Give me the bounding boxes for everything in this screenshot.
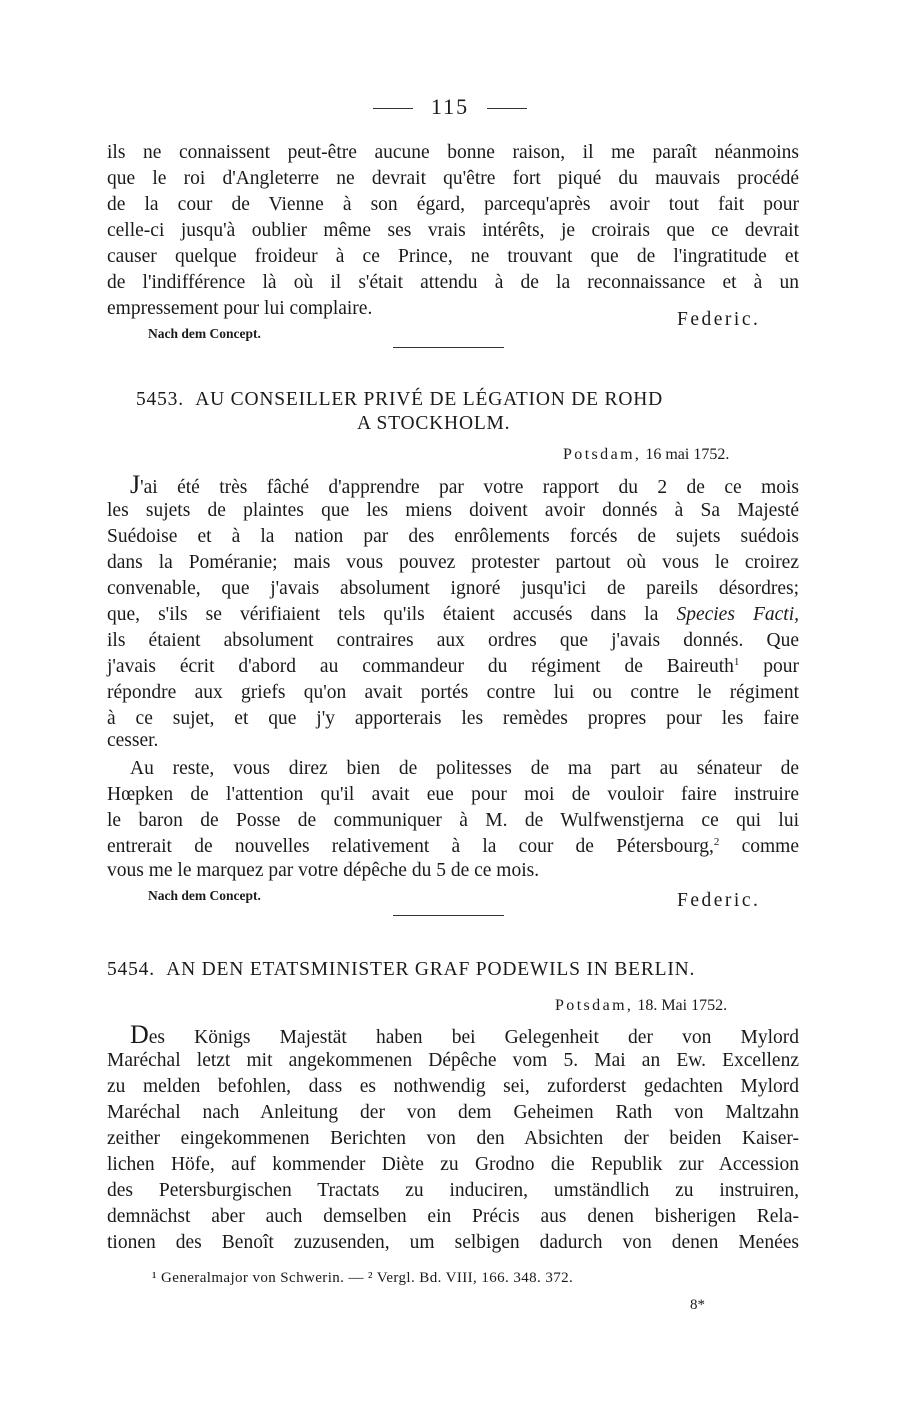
letter-number: 5454. <box>107 959 155 980</box>
text-span: j'avais écrit d'abord au commandeur du régiment de Baireuth <box>107 656 734 677</box>
text-line: convenable, que j'avais absolument ignoré jusqu'ici de pareils désordres; <box>107 578 799 599</box>
text-line: ils étaient absolument contraires aux ordres que j'avais donnés. Que <box>107 630 799 651</box>
text-line <box>107 654 799 680</box>
signature: Federic. <box>677 309 761 330</box>
text-line: celle-ci jusqu'à oublier même ses vrais intérêts, je croirais que ce devrait <box>107 220 799 241</box>
letter-title-line2: A STOCKHOLM. <box>357 413 511 434</box>
signature-mark: 8* <box>690 1297 705 1313</box>
text-line: causer quelque froideur à ce Prince, ne trouvant que de l'ingratitude et <box>107 246 799 267</box>
text-span: entrerait de nouvelles relativement à la cour de Pétersbourg, <box>107 836 714 857</box>
date: 18. Mai 1752. <box>637 997 728 1014</box>
source-note: Nach dem Concept. <box>148 326 261 341</box>
signature: Federic. <box>677 890 761 911</box>
letter-heading <box>136 389 663 411</box>
letter-title: AN DEN ETATSMINISTER GRAF PODEWILS IN BERLIN. <box>166 959 696 980</box>
text-line: de la cour de Vienne à son égard, parcequ'après avoir tout fait pour <box>107 194 799 215</box>
footnotes: ¹ Generalmajor von Schwerin. — ² Vergl. Bd. VIII, 166. 348. 372. <box>152 1270 574 1286</box>
place: Potsdam, <box>555 997 634 1014</box>
text-line: demnächst aber auch demselben ein Précis aus denen bisherigen Rela- <box>107 1206 799 1227</box>
text-line <box>107 834 799 860</box>
text-line: vous me le marquez par votre dépêche du 5 de ce mois. <box>107 860 540 881</box>
text-line: dans la Poméranie; mais vous pouvez protester partout où vous le croirez <box>107 552 799 573</box>
footnote-ref: 1 <box>733 656 740 668</box>
drop-initial: J <box>130 470 141 499</box>
page-number: 115 <box>430 94 470 119</box>
text-span: comme <box>719 836 800 857</box>
footnote-ref: 2 <box>713 836 720 848</box>
header-dash-right <box>487 108 527 109</box>
text-line: Maréchal nach Anleitung der von dem Geheimen Rath von Maltzahn <box>107 1102 799 1123</box>
text-line: Au reste, vous direz bien de politesses de ma part au sénateur de <box>130 758 799 779</box>
text-line: de l'indifférence là où il s'était attendu à de la reconnaissance et à un <box>107 272 799 293</box>
text-line: à ce sujet, et que j'y apporterais les remèdes propres pour les faire <box>107 708 799 729</box>
text-line: ils ne connaissent peut-être aucune bonne raison, il me paraît néanmoins <box>107 142 799 163</box>
section-divider <box>393 347 504 348</box>
text-span: que, s'ils se vérifiaient tels qu'ils étaient accusés dans la <box>107 604 659 625</box>
text-span: es Königs Majestät haben bei Gelegenheit der von Mylord <box>148 1027 799 1048</box>
text-line: zeither eingekommenen Berichten von den Absichten der beiden Kaiser- <box>107 1128 799 1149</box>
text-line: Suédoise et à la nation par des enrôlements forcés de sujets suédois <box>107 526 799 547</box>
text-line: Hœpken de l'attention qu'il avait eue pour moi de vouloir faire instruire <box>107 784 799 805</box>
text-line: des Petersburgischen Tractats zu induciren, umständlich zu instruiren, <box>107 1180 799 1201</box>
place: Potsdam, <box>563 446 642 463</box>
text-line: le baron de Posse de communiquer à M. de Wulfwenstjerna ce qui lui <box>107 810 799 831</box>
text-line: tionen des Benoît zuzusenden, um selbigen dadurch von denen Menées <box>107 1232 799 1253</box>
text-line: répondre aux griefs qu'on avait portés contre lui ou contre le régiment <box>107 682 799 703</box>
text-span: pour <box>739 656 799 677</box>
text-line: Maréchal letzt mit angekommenen Dépêche vom 5. Mai an Ew. Excellenz <box>107 1050 799 1071</box>
italic-phrase: Species Facti, <box>676 604 800 625</box>
header-dash-left <box>373 108 413 109</box>
text-line <box>130 1022 799 1051</box>
letter-heading <box>107 959 695 981</box>
letter-number: 5453. <box>136 389 184 410</box>
text-line: zu melden befohlen, dass es nothwendig sei, zuforderst gedachten Mylord <box>107 1076 799 1097</box>
text-line <box>107 602 799 628</box>
page-header <box>0 94 900 120</box>
text-line: empressement pour lui complaire. <box>107 298 373 319</box>
text-line <box>130 472 799 501</box>
text-line: cesser. <box>107 730 159 751</box>
section-divider <box>393 915 504 916</box>
place-date <box>555 997 727 1015</box>
source-note: Nach dem Concept. <box>148 888 261 903</box>
text-span: 'ai été très fâché d'apprendre par votre rapport du 2 de ce mois <box>140 477 799 498</box>
text-line: les sujets de plaintes que les miens doivent avoir donnés à Sa Majesté <box>107 500 799 521</box>
text-line: lichen Höfe, auf kommender Diète zu Grodno die Republik zur Accession <box>107 1154 799 1175</box>
date: 16 mai 1752. <box>645 446 730 463</box>
text-line: que le roi d'Angleterre ne devrait qu'être fort piqué du mauvais procédé <box>107 168 799 189</box>
drop-initial: D <box>130 1020 149 1049</box>
place-date <box>563 446 729 464</box>
letter-title: AU CONSEILLER PRIVÉ DE LÉGATION DE ROHD <box>195 389 663 410</box>
